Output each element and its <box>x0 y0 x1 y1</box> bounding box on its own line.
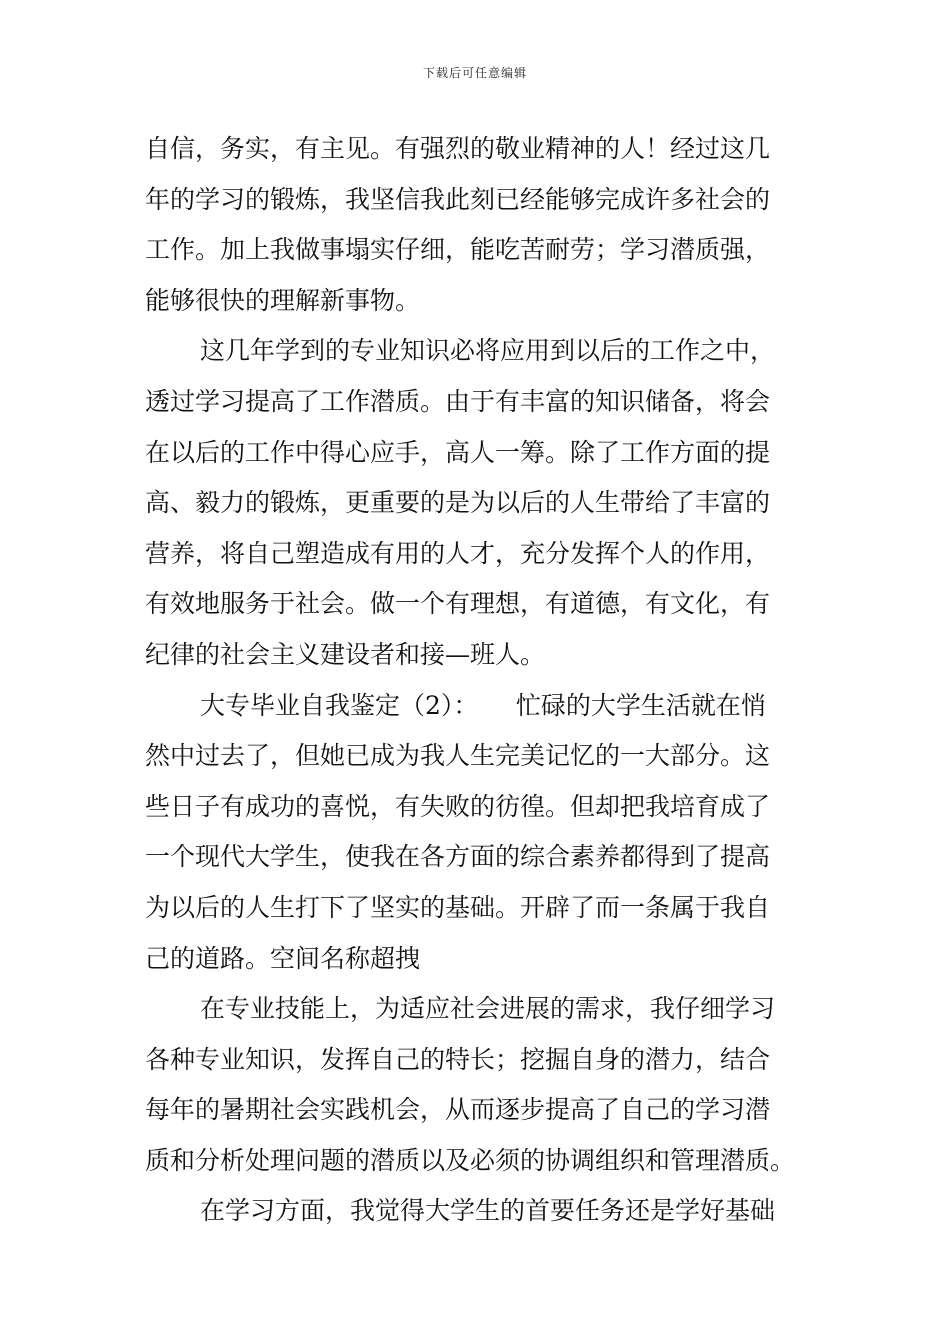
paragraph-first-line: 这几年学到的专业知识必将应用到以后的工作之中， <box>200 336 776 366</box>
text-line: 在以后的工作中得心应手，高人一筹。除了工作方面的提 <box>145 437 771 467</box>
text-line: 年的学习的锻炼，我坚信我此刻已经能够完成许多社会的 <box>145 184 771 214</box>
text-line: 一个现代大学生，使我在各方面的综合素养都得到了提高 <box>145 842 771 872</box>
paragraph-first-line: 在学习方面，我觉得大学生的首要任务还是学好基础 <box>200 1196 776 1226</box>
text-line: 工作。加上我做事塌实仔细，能吃苦耐劳；学习潜质强， <box>145 235 771 265</box>
text-line: 纪律的社会主义建设者和接—班人。 <box>145 639 546 669</box>
text-line: 各种专业知识，发挥自己的特长；挖掘自身的潜力，结合 <box>145 1044 771 1074</box>
page-header: 下载后可任意编辑 <box>422 66 527 80</box>
paragraph-first-line: 大专毕业自我鉴定（2）： 忙碌的大学生活就在悄 <box>200 690 766 720</box>
text-line: 营养，将自己塑造成有用的人才，充分发挥个人的作用， <box>145 538 771 568</box>
text-line: 为以后的人生打下了坚实的基础。开辟了而一条属于我自 <box>145 892 771 922</box>
text-line: 质和分析处理问题的潜质以及必须的协调组织和管理潜质。 <box>145 1145 796 1175</box>
text-line: 己的道路。空间名称超拽 <box>145 943 421 973</box>
text-line: 每年的暑期社会实践机会，从而逐步提高了自己的学习潜 <box>145 1095 771 1125</box>
text-line: 有效地服务于社会。做一个有理想，有道德，有文化，有 <box>145 589 771 619</box>
paragraph-first-line: 在专业技能上，为适应社会进展的需求，我仔细学习 <box>200 994 776 1024</box>
text-line: 自信，务实，有主见。有强烈的敬业精神的人！经过这几 <box>145 134 771 163</box>
text-line: 高、毅力的锻炼，更重要的是为以后的人生带给了丰富的 <box>145 488 771 518</box>
text-line: 然中过去了，但她已成为我人生完美记忆的一大部分。这 <box>145 741 771 771</box>
document-body <box>145 124 825 1237</box>
text-line: 些日子有成功的喜悦，有失败的彷徨。但却把我培育成了 <box>145 791 771 821</box>
text-line: 透过学习提高了工作潜质。由于有丰富的知识储备，将会 <box>145 386 771 416</box>
text-line: 能够很快的理解新事物。 <box>145 285 421 315</box>
